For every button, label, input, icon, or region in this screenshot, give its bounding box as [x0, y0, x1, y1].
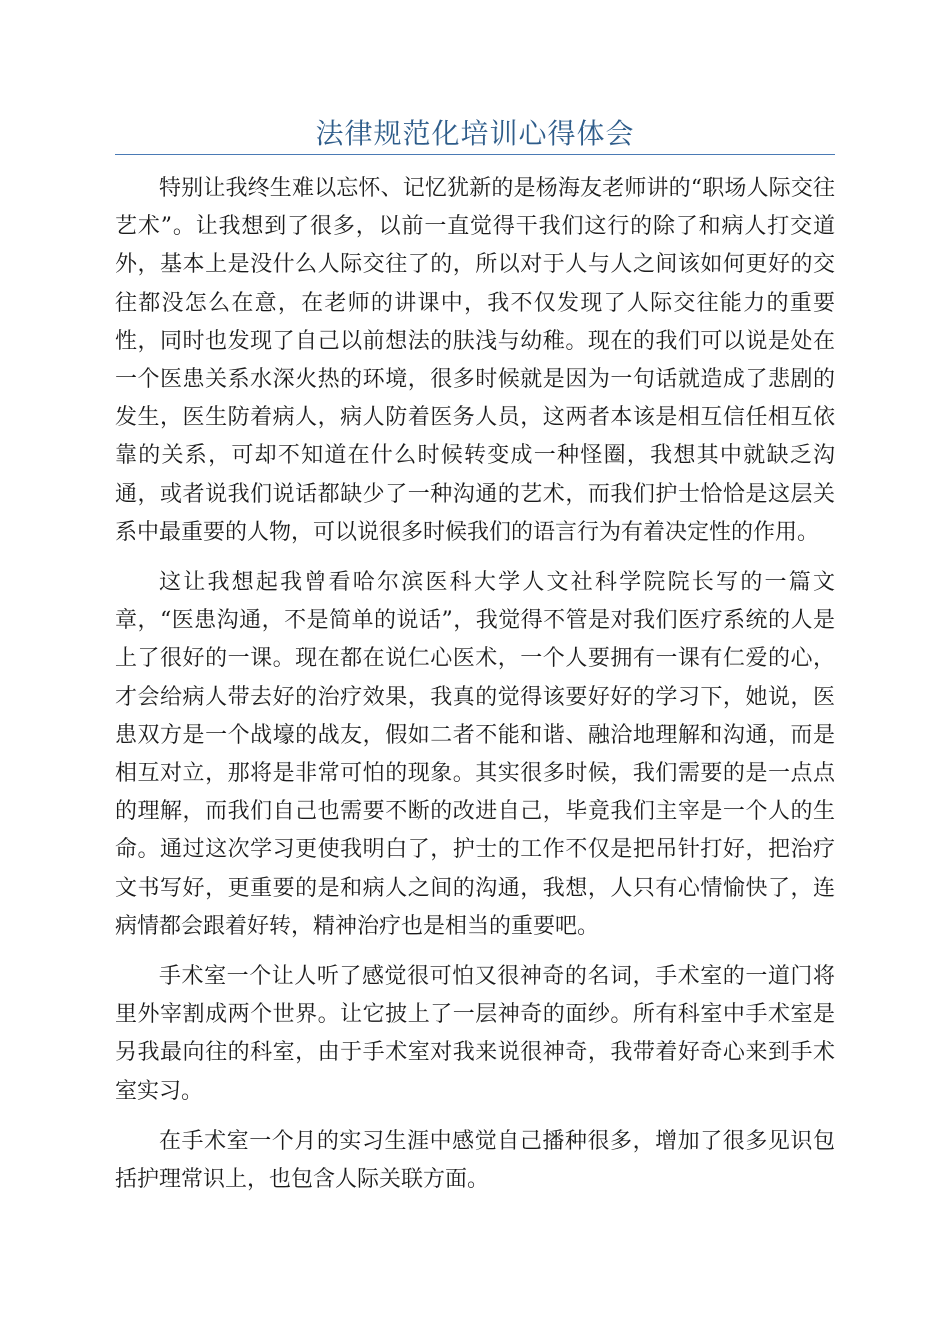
document-title: 法律规范化培训心得体会	[315, 117, 635, 150]
document-body	[115, 170, 835, 1211]
paragraph-4: 在手术室一个月的实习生涯中感觉自己播种很多，增加了很多见识包括护理常识上，也包含人际关联方面。	[115, 1128, 835, 1193]
paragraph-3: 手术室一个让人听了感觉很可怕又很神奇的名词，手术室的一道门将里外宰割成两个世界。让它披上了一层神奇的面纱。所有科室中手术室是另我最向往的科室，由于手术室对我来说很神奇，我带着好奇心来到手术室实习。	[115, 964, 835, 1104]
title-underline	[115, 154, 835, 155]
paragraph-1: 特别让我终生难以忘怀、记忆犹新的是杨海友老师讲的“职场人际交往艺术”。让我想到了很多，以前一直觉得干我们这行的除了和病人打交道外，基本上是没什么人际交往了的，所以对于人与人之间该如何更好的交往都没怎么在意，在老师的讲课中，我不仅发现了人际交往能力的重要性，同时也发现了自己以前想法的肤浅与幼稚。现在的我们可以说是处在一个医患关系水深火热的环境，很多时候就是因为一句话就造成了悲剧的发生，医生防着病人，病人防着医务人员，这两者本该是相互信任相互依靠的关系，可却不知道在什么时候转变成一种怪圈，我想其中就缺乏沟通，或者说我们说话都缺少了一种沟通的艺术，而我们护士恰恰是这层关系中最重要的人物，可以说很多时候我们的语言行为有着决定性的作用。	[115, 176, 835, 545]
paragraph-2: 这让我想起我曾看哈尔滨医科大学人文社科学院院长写的一篇文章，“医患沟通，不是简单的说话”，我觉得不管是对我们医疗系统的人是上了很好的一课。现在都在说仁心医术，一个人要拥有一课有仁爱的心，才会给病人带去好的治疗效果，我真的觉得该要好好的学习下，她说，医患双方是一个战壕的战友，假如二者不能和谐、融洽地理解和沟通，而是相互对立，那将是非常可怕的现象。其实很多时候，我们需要的是一点点的理解，而我们自己也需要不断的改进自己，毕竟我们主宰是一个人的生命。通过这次学习更使我明白了，护士的工作不仅是把吊针打好，把治疗文书写好，更重要的是和病人之间的沟通，我想，人只有心情愉快了，连病情都会跟着好转，精神治疗也是相当的重要吧。	[115, 570, 835, 939]
